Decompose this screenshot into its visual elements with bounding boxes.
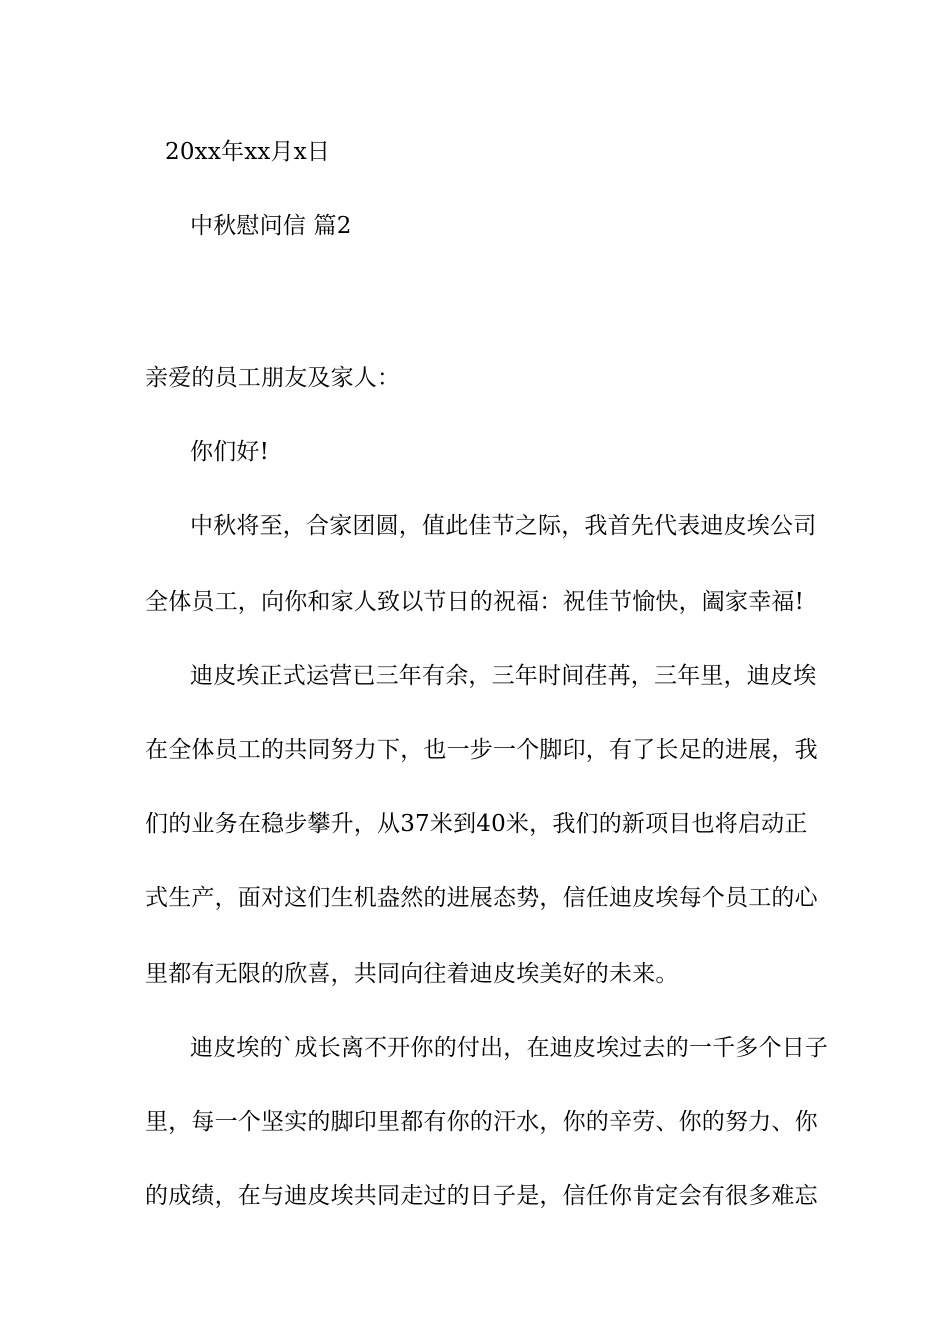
greeting: 你们好! [190,439,270,465]
paragraph-1-line-2: 全体员工，向你和家人致以节日的祝福：祝佳节愉快，阖家幸福! [145,589,805,615]
paragraph-3-line-3: 的成绩，在与迪皮埃共同走过的日子是，信任你肯定会有很多难忘 [145,1183,818,1209]
paragraph-3-line-2: 里，每一个坚实的脚印里都有你的汗水，你的辛劳、你的努力、你 [145,1109,818,1135]
paragraph-2-line-3: 们的业务在稳步攀升，从37米到40米，我们的新项目也将启动正 [145,811,808,837]
letter-subtitle: 中秋慰问信 篇2 [190,213,352,239]
date-line: 20xx年xx月x日 [165,139,331,165]
paragraph-3-line-1: 迪皮埃的`成长离不开你的付出，在迪皮埃过去的一千多个日子 [190,1035,829,1061]
paragraph-2-line-4: 式生产，面对这们生机盎然的进展态势，信任迪皮埃每个员工的心 [145,885,818,911]
paragraph-1-line-1: 中秋将至，合家团圆，值此佳节之际，我首先代表迪皮埃公司 [190,513,817,539]
paragraph-2-line-5: 里都有无限的欣喜，共同向往着迪皮埃美好的未来。 [145,961,679,987]
salutation: 亲爱的员工朋友及家人： [145,365,401,391]
paragraph-2-line-2: 在全体员工的共同努力下，也一步一个脚印，有了长足的进展，我 [145,737,818,763]
paragraph-2-line-1: 迪皮埃正式运营已三年有余，三年时间荏苒，三年里，迪皮埃 [190,663,817,689]
